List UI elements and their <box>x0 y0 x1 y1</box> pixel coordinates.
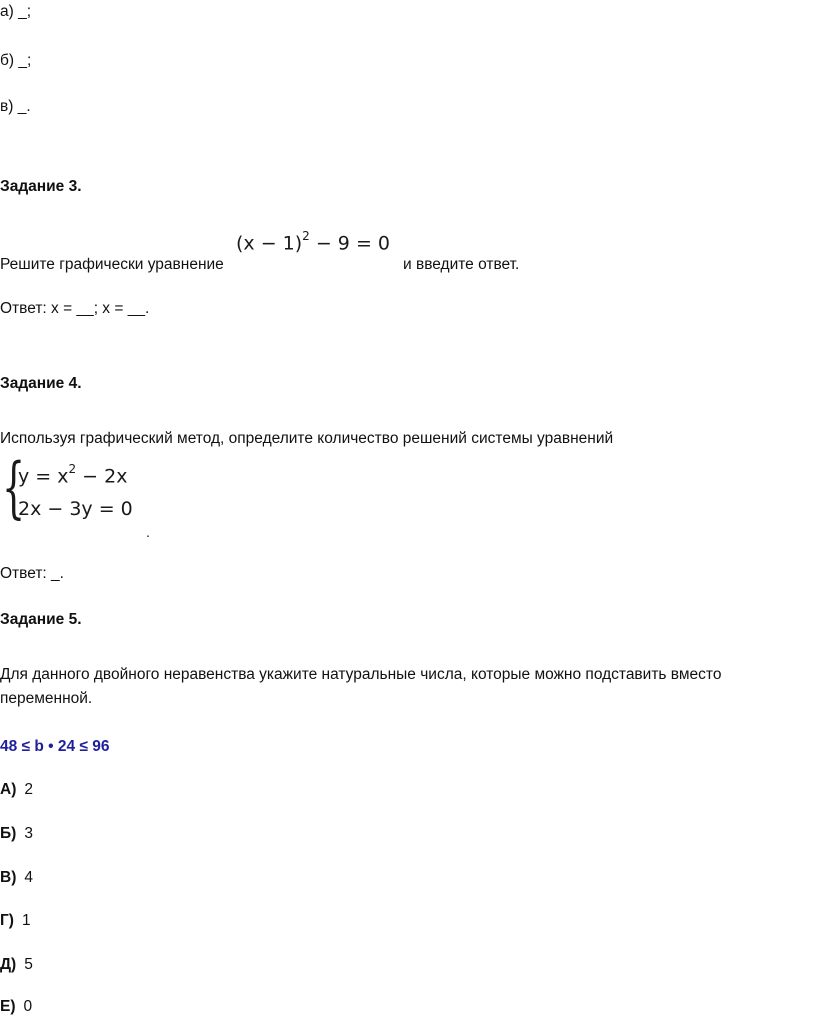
task3-answer: Ответ: x = __; x = __. <box>0 300 150 317</box>
option-letter: Б) <box>0 825 17 842</box>
answer-line-a: а) _; <box>0 3 32 20</box>
answer-line-b: б) _; <box>0 52 32 69</box>
option-letter: Е) <box>0 998 16 1015</box>
option-letter: А) <box>0 781 17 798</box>
option-letter: Д) <box>0 956 17 973</box>
system-row-2: 2x − 3y = 0 <box>18 498 133 520</box>
option-letter: Г) <box>0 912 14 929</box>
option-b[interactable] <box>0 824 33 844</box>
option-value: 2 <box>24 781 33 798</box>
task3-equation <box>236 231 390 254</box>
answer-line-v: в) _. <box>0 98 31 115</box>
option-e[interactable] <box>0 997 32 1017</box>
option-v[interactable] <box>0 868 33 888</box>
task4-text: Используя графический метод, определите количество решений системы уравнений <box>0 430 614 447</box>
task4-answer: Ответ: _. <box>0 565 64 582</box>
task3-text-after: и введите ответ. <box>403 256 520 273</box>
task3-heading: Задание 3. <box>0 178 82 195</box>
option-g[interactable] <box>0 911 31 931</box>
equation-system <box>2 449 172 529</box>
option-letter: В) <box>0 869 17 886</box>
system-row-1: $y = x^2 - 2x$ <box>18 462 128 488</box>
task3-text-before: Решите графически уравнение <box>0 256 224 273</box>
option-d[interactable] <box>0 955 33 975</box>
option-value: 5 <box>24 956 33 973</box>
curly-brace-icon: { <box>2 449 26 526</box>
option-a[interactable] <box>0 780 33 800</box>
eq-left: (x − 1) <box>236 232 303 255</box>
task4-heading: Задание 4. <box>0 375 82 392</box>
task5-text: Для данного двойного неравенства укажите натуральные числа, которые можно подставить вместо переменной. <box>0 666 722 707</box>
option-value: 0 <box>23 998 33 1015</box>
system-trailing-dot: . <box>146 524 150 540</box>
task5-inequality: 48 ≤ b • 24 ≤ 96 <box>0 738 110 755</box>
option-value: 4 <box>24 869 33 886</box>
task5-heading: Задание 5. <box>0 611 82 628</box>
eq-exponent: 2 <box>302 229 310 243</box>
eq-right: − 9 = 0 <box>309 232 390 255</box>
option-value: 3 <box>24 825 33 842</box>
option-value: 1 <box>21 912 31 929</box>
